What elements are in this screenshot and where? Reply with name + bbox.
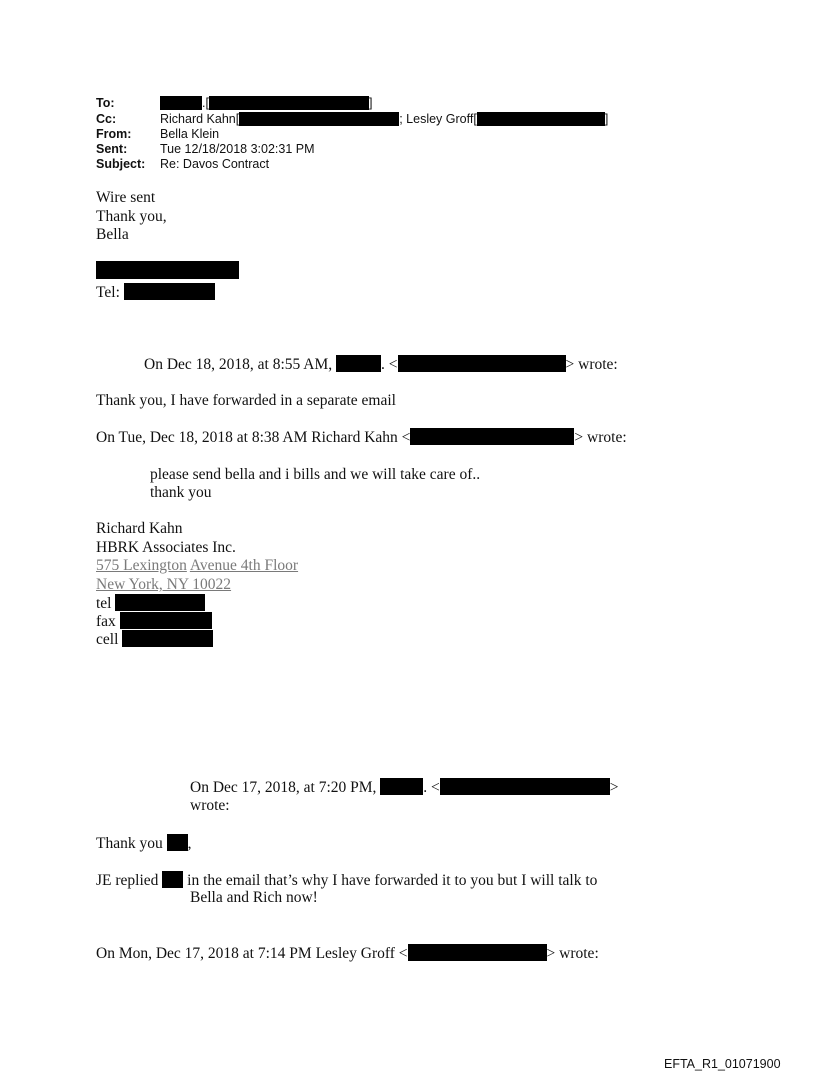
redaction (167, 834, 188, 851)
from-value: Bella Klein (160, 127, 220, 141)
je-line-2: Bella and Rich now! (190, 889, 318, 906)
tel-line: Tel: (96, 283, 215, 303)
sent-value: Tue 12/18/2018 3:02:31 PM (160, 142, 315, 156)
cc-label: Cc: (96, 112, 117, 126)
redaction (115, 594, 205, 611)
redaction (380, 778, 423, 795)
cc-row (96, 112, 116, 128)
redaction (398, 355, 566, 372)
quoted-text: thank you (150, 484, 212, 501)
sent-row (96, 142, 127, 158)
sent-label: Sent: (96, 142, 128, 156)
signature-tel: tel (96, 594, 205, 614)
reply-text: Thank you, I have forwarded in a separate email (96, 392, 396, 409)
signature-name: Richard Kahn (96, 520, 183, 537)
quote-header: On Dec 18, 2018, at 8:55 AM, . < > wrote: (144, 356, 618, 373)
redaction (160, 96, 202, 110)
redaction (96, 261, 239, 279)
redaction (410, 428, 574, 445)
quote-wrote: wrote: (190, 797, 230, 814)
signature-city (96, 576, 231, 595)
je-line: JE replied in the email that’s why I have forwarded it to you but I will talk to (96, 872, 598, 889)
redaction (336, 355, 381, 372)
from-row (96, 127, 131, 143)
signature-company: HBRK Associates Inc. (96, 539, 236, 556)
from-label: From: (96, 127, 132, 141)
redaction (239, 112, 399, 126)
redaction (477, 112, 605, 126)
subject-label: Subject: (96, 157, 146, 171)
cc-value: Richard Kahn[ ; Lesley Groff[ ] (160, 112, 609, 126)
signature-fax: fax (96, 612, 212, 632)
redaction (122, 630, 213, 647)
quote-header: On Dec 17, 2018, at 7:20 PM, . < > (190, 779, 619, 796)
body-line: Wire sent (96, 189, 156, 206)
redaction (440, 778, 610, 795)
address-link[interactable]: 575 Lexington (96, 557, 187, 574)
thank-you-line: Thank you , (96, 835, 192, 852)
redaction (120, 612, 212, 629)
to-row (96, 96, 115, 112)
subject-value: Re: Davos Contract (160, 157, 270, 171)
signature-cell: cell (96, 630, 213, 650)
redaction (209, 96, 369, 110)
document-id: EFTA_R1_01071900 (664, 1057, 781, 1071)
signature-address (96, 557, 298, 576)
to-value: .[ ] (160, 96, 372, 112)
quote-header: On Tue, Dec 18, 2018 at 8:38 AM Richard Kahn < > wrote: (96, 429, 627, 446)
redaction (124, 283, 215, 300)
redaction (162, 871, 183, 888)
quoted-text: please send bella and i bills and we will take care of.. (150, 466, 481, 483)
address-link[interactable]: New York, NY 10022 (96, 576, 232, 593)
redaction (408, 944, 547, 961)
to-label: To: (96, 96, 115, 110)
subject-row (96, 157, 145, 173)
address-link[interactable]: Avenue 4th Floor (189, 557, 299, 574)
body-line: Bella (96, 226, 129, 243)
body-line: Thank you, (96, 208, 167, 225)
quote-header: On Mon, Dec 17, 2018 at 7:14 PM Lesley Groff < > wrote: (96, 945, 599, 962)
